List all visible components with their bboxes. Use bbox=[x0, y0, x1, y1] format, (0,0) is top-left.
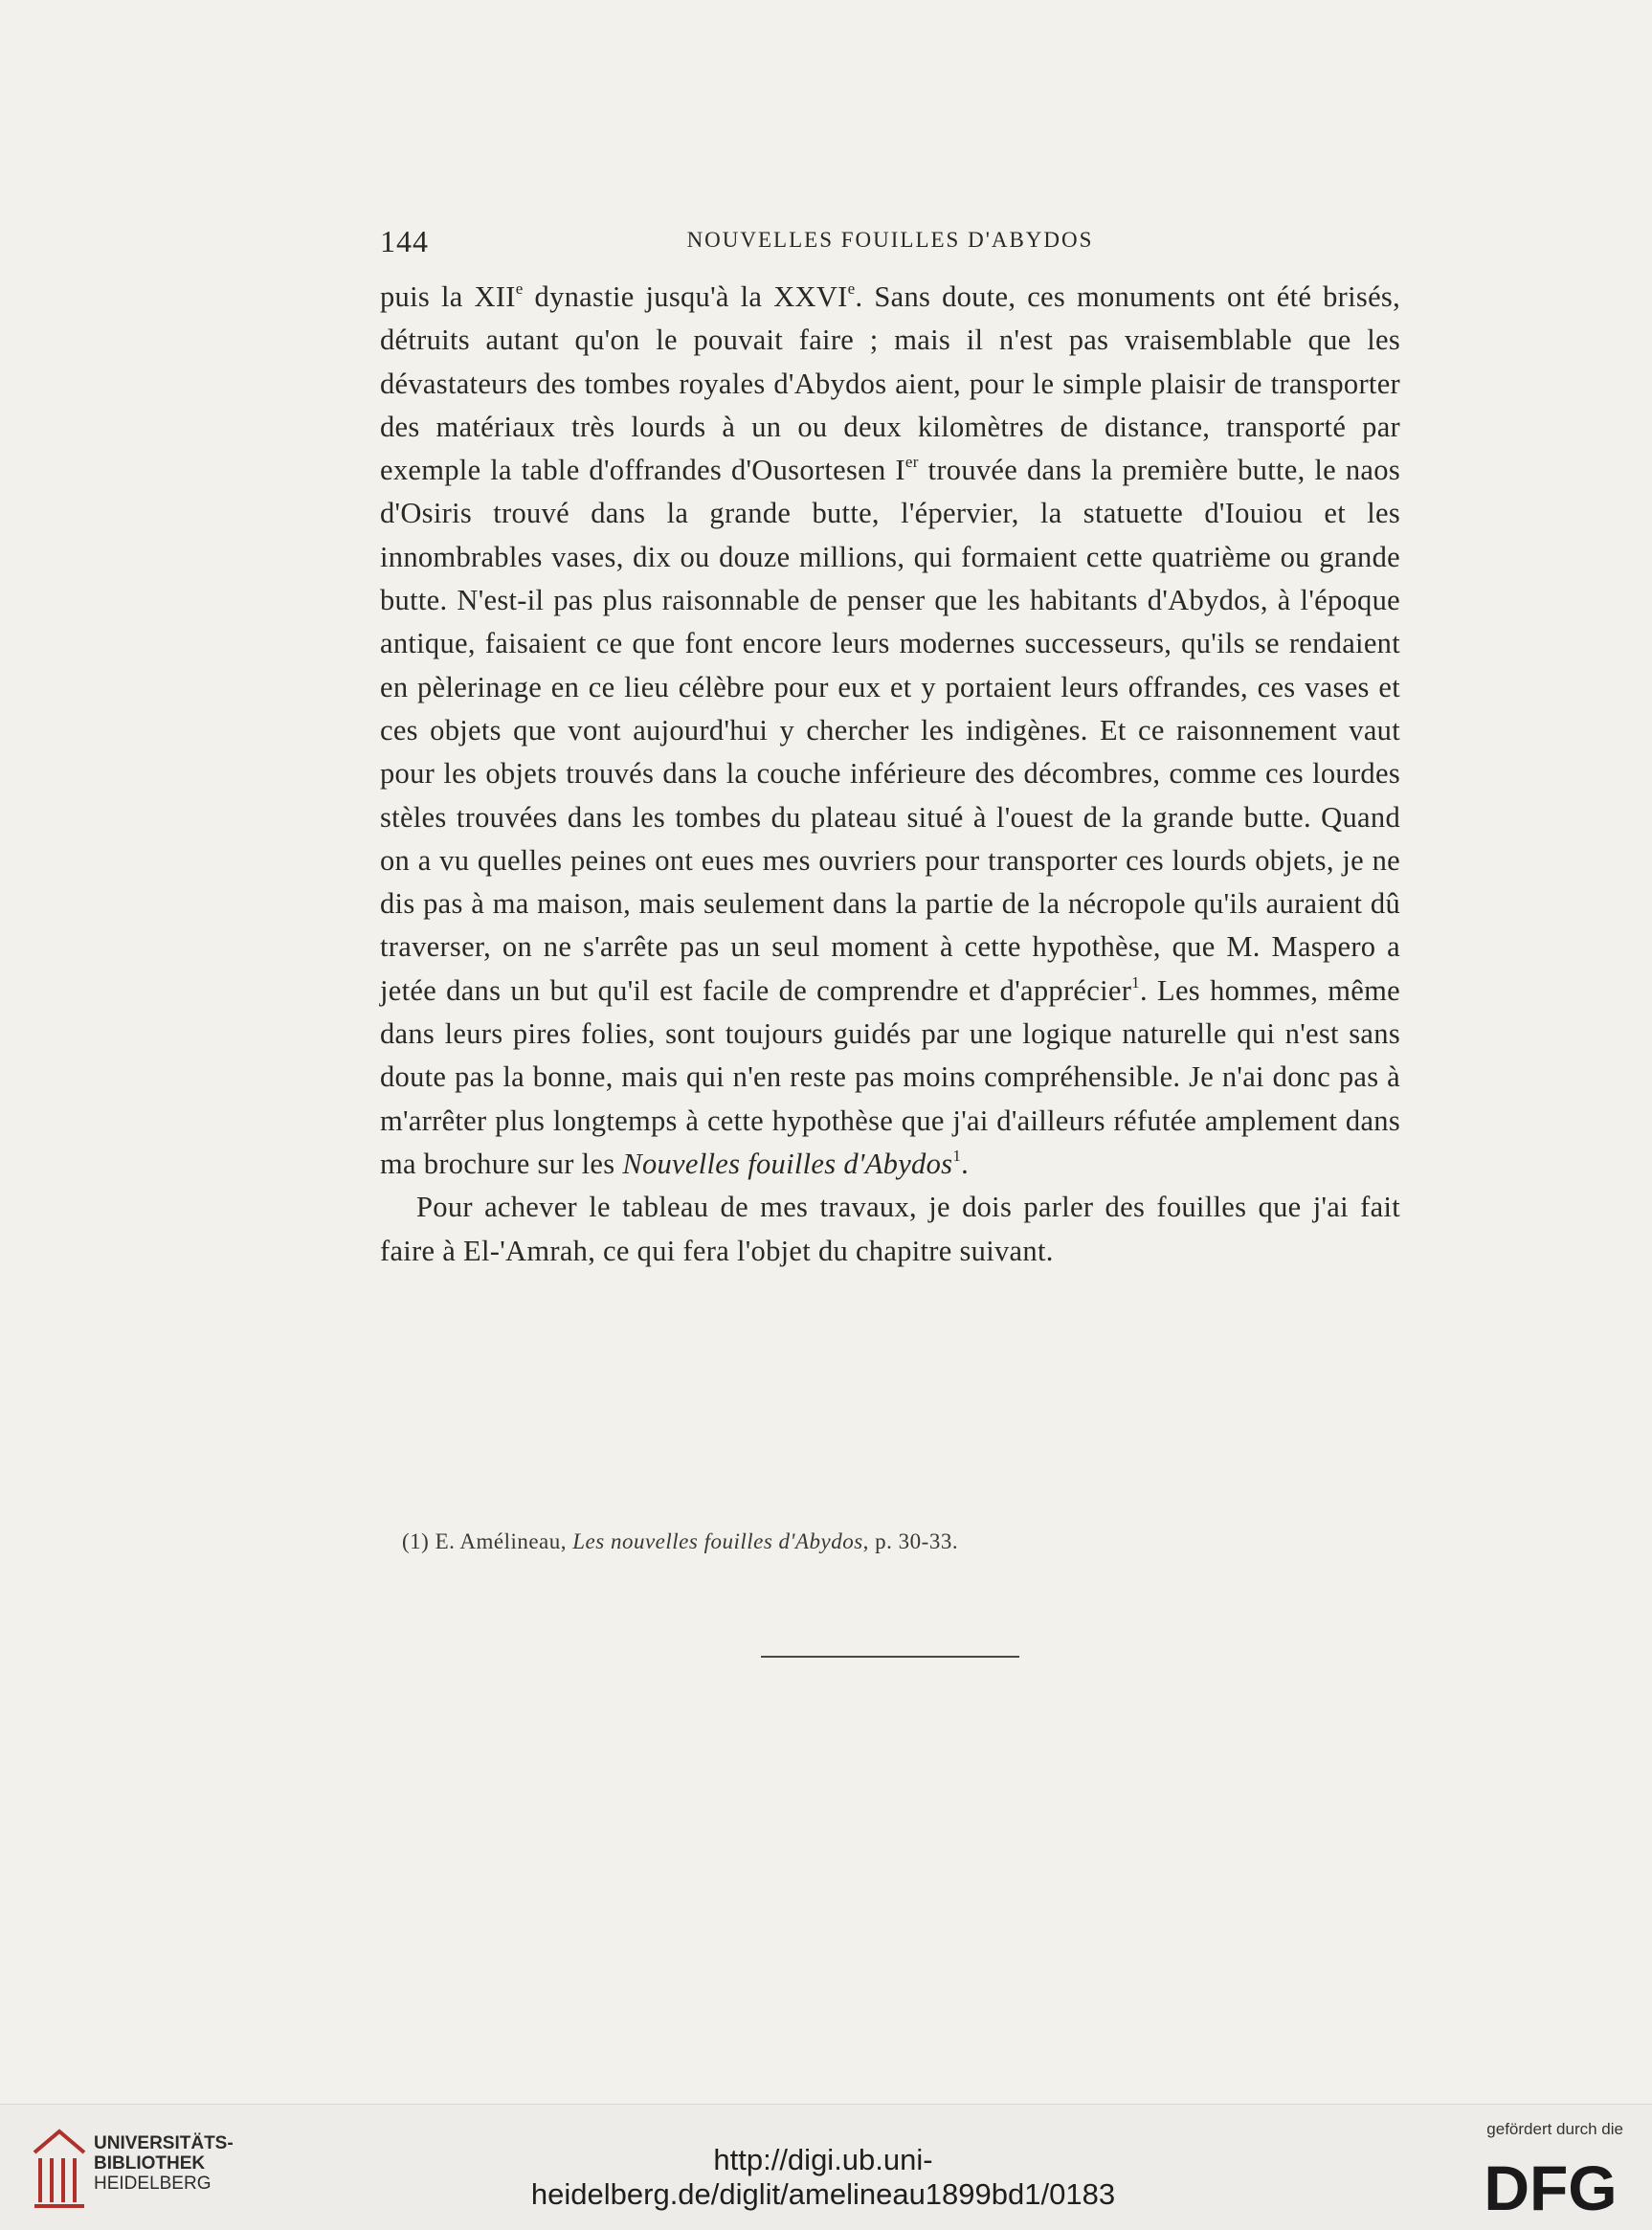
footnote bbox=[402, 1529, 1397, 1554]
library-name-line: BIBLIOTHEK bbox=[94, 2153, 206, 2174]
footnote-title: Les nouvelles fouilles d'Abydos bbox=[572, 1529, 863, 1553]
italic-title: Nouvelles fouilles d'Abydos bbox=[622, 1147, 953, 1180]
library-logo-icon bbox=[27, 2124, 94, 2212]
text-run: . bbox=[961, 1147, 970, 1180]
superscript: e bbox=[847, 279, 856, 298]
funded-by-label: gefördert durch die bbox=[1486, 2120, 1623, 2138]
paragraph-1 bbox=[380, 276, 1400, 1186]
dfg-logo-icon bbox=[1474, 2154, 1627, 2218]
footnote-marker: (1) bbox=[402, 1529, 430, 1553]
body-text bbox=[380, 276, 1400, 1273]
text-run: dynastie jusqu'à la XXVI bbox=[523, 280, 848, 313]
permalink-url[interactable]: http://digi.ub.uni-heidelberg.de/diglit/amelineau1899bd1/0183 bbox=[530, 2143, 1116, 2211]
footnote-ref: 1 bbox=[952, 1146, 962, 1165]
superscript: e bbox=[515, 279, 524, 298]
superscript: er bbox=[904, 453, 919, 472]
text-run: . Les hommes, même dans leurs pires folies, sont toujours guidés par une logique naturelle qui n'est sans doute pas la bonne, mais qui n'en reste pas moins compréhensible. Je n'ai donc pas à m'arrêter plus longtemps à cette hypothèse que j'ai d'ailleurs réfutée amplement dans ma brochure sur les bbox=[380, 973, 1400, 1180]
library-name-line: HEIDELBERG bbox=[94, 2174, 212, 2194]
paragraph-2: Pour achever le tableau de mes travaux, je dois parler des fouilles que j'ai fait faire à El-'Amrah, ce qui fera l'objet du chapitre suivant. bbox=[380, 1191, 1400, 1267]
page-header bbox=[380, 224, 1400, 262]
library-name bbox=[94, 2133, 234, 2194]
page-number: 144 bbox=[380, 224, 429, 258]
text-run: trouvée dans la première butte, le naos d'Osiris trouvé dans la grande butte, l'épervier, la statuette d'Iouiou et les innombrables vases, dix ou douze millions, qui formaient cette quatrième ou grande butte. N'est-il pas plus raisonnable de penser que les habitants d'Abydos, à l'époque antique, faisaient ce que font encore leurs modernes successeurs, qu'ils se rendaient en pèlerinage en ce lieu célèbre pour eux et y portaient leurs offrandes, ces vases et ces objets que vont aujourd'hui y chercher les indigènes. Et ce raisonnement vaut pour les objets trouvés dans la couche inférieure des décombres, comme ces lourdes stèles trouvées dans les tombes du plateau situé à l'ouest de la grande butte. Quand on a vu quelles peines ont eues mes ouvriers pour transporter ces lourds objets, je ne dis pas à ma maison, mais seulement dans la partie de la nécropole qu'ils auraient dû traverser, on ne s'arrête pas un seul moment à cette hypothèse, que M. Maspero a jetée dans un but qu'il est facile de comprendre et d'apprécier bbox=[380, 454, 1400, 1007]
footnote-author: E. Amélineau, bbox=[429, 1529, 573, 1553]
library-name-line: UNIVERSITÄTS- bbox=[94, 2133, 234, 2153]
dfg-logo-text: DFG bbox=[1484, 2154, 1618, 2218]
viewer-footer bbox=[0, 2104, 1652, 2230]
footnote-pages: , p. 30-33. bbox=[862, 1529, 959, 1553]
running-title: NOUVELLES FOUILLES D'ABYDOS bbox=[686, 228, 1094, 252]
text-run: . Sans doute, ces monuments ont été brisés, détruits autant qu'on le pouvait faire ; mais il n'est pas vraisemblable que les dévastateurs des tombes royales d'Abydos aient, pour le simple plaisir de transporter des matériaux très lourds à un ou deux kilomètres de distance, transporté par exemple la table d'offrandes d'Ousortesen I bbox=[380, 280, 1400, 487]
text-run: puis la XII bbox=[380, 280, 516, 313]
footnote-ref: 1 bbox=[1131, 972, 1140, 992]
end-rule bbox=[761, 1656, 1019, 1658]
